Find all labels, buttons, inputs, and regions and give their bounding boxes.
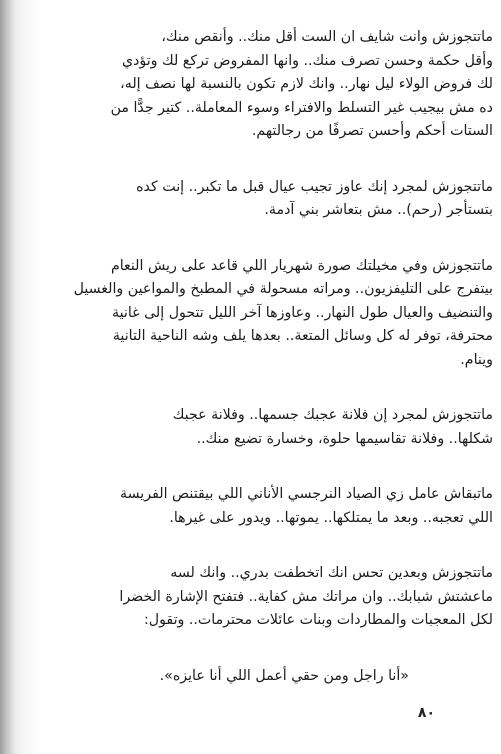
text-line: ماتبقاش عامل زي الصياد النرجسي الأناني اللي بيقتنص الفريسة — [120, 486, 493, 502]
text-line: والتنضيف والعيال طول النهار.. وعاوزها آخر الليل تتحول إلى غانية — [112, 304, 493, 321]
text-line: لكل المعجبات والمطاردات وبنات عائلات محترمات.. وتقول: — [143, 612, 493, 628]
text-line: ماتتجوزش لمجرد إن فلانة عجبك جسمها.. وفلانة عجبك — [172, 407, 493, 423]
text-line: لك فروض الولاء ليل نهار.. وانك لازم تكون بالنسبة لها نصف إله، — [120, 76, 493, 92]
paragraph-6 — [5, 562, 493, 633]
text-line: بتستأجر (رحم).. مش بتعاشر بني آدمة. — [264, 202, 493, 218]
text-line: ماتتجوزش وانت شايف ان الست أقل منك.. وأنقص منك، — [161, 29, 493, 45]
text-line: شكلها.. وفلانة تقاسيمها حلوة، وخسارة تضيع منك.. — [196, 430, 493, 447]
text-line: ماتتجوزش وبعدين تحس انك اتخطفت بدري.. وانك لسه — [170, 565, 493, 581]
text-line: ده مش بيجيب غير التسلط والافتراء وسوء المعاملة.. كتير جدًّا من — [110, 99, 493, 116]
text-line: اللي تعجبه.. وبعد ما يمتلكها.. يموتها.. ويدور على غيرها. — [169, 509, 493, 526]
text-line: الستات أحكم وأحسن تصرفًا من رجالتهم. — [251, 123, 493, 139]
text-line: ماعشتش شبابك.. وان مراتك مش كفاية.. فتفتح الإشارة الخضرا — [119, 588, 493, 605]
text-line: ماتتجوزش لمجرد إنك عاوز تجيب عيال قبل ما تكبر.. إنت كده — [136, 178, 493, 195]
text-line: محترفة، توفر له كل وسائل المتعة.. بعدها يلف وشه الناحية التانية — [112, 328, 493, 344]
text-line: ماتتجوزش وفي مخيلتك صورة شهريار اللي قاعد على ريش النعام — [110, 257, 493, 274]
text-line: بيتفرج على التليفزيون.. ومراته مسحولة في المطبخ والمواعين والغسيل — [73, 281, 493, 297]
text-line: وأقل حكمة وحسن تصرف منك.. وانها المفروض تركع لك وتؤدي — [121, 52, 493, 69]
paragraph-5 — [5, 483, 493, 530]
paragraph-4 — [5, 404, 493, 451]
paragraph-3 — [5, 255, 493, 373]
paragraph-1 — [5, 26, 493, 144]
quote-line: «أنا راجل ومن حقي أعمل اللي أنا عايزه». — [159, 667, 409, 684]
text-line: وينام. — [460, 351, 493, 368]
paragraph-2 — [5, 176, 493, 223]
page-text — [5, 26, 493, 720]
page-number: ٨٠ — [417, 705, 435, 721]
